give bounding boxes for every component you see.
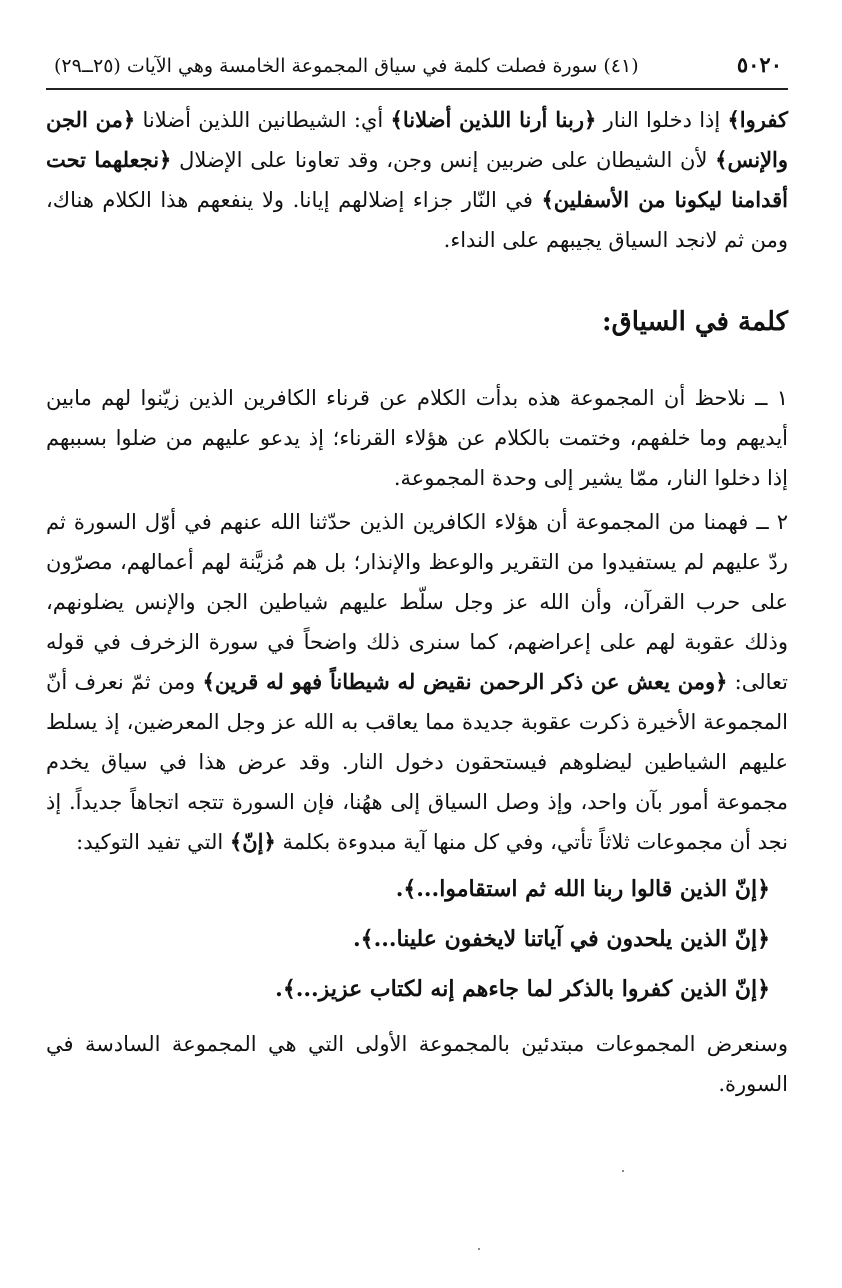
body-text: أي: الشيطانين اللذين أضلانا <box>135 108 391 132</box>
running-title: (٤١) سورة فصلت كلمة في سياق المجموعة الخامسة وهي الآيات (٢٥ــ٢٩) <box>54 55 639 77</box>
section-title: كلمة في السياق: <box>601 307 788 337</box>
quran-quote: ﴿إنّ﴾ <box>229 829 276 854</box>
closing-paragraph: وسنعرض المجموعات مبتدئين بالمجموعة الأولى التي هي المجموعة السادسة في السورة. <box>46 1032 788 1096</box>
verse-line: ﴿إنّ الذين يلحدون في آياتنا لايخفون علينا...﴾. <box>353 926 770 952</box>
body-text: التي تفيد التوكيد: <box>76 830 230 854</box>
quran-quote: ﴿ربنا أرنا اللذين أضلانا﴾ <box>390 107 597 132</box>
paragraph-2 <box>46 502 788 862</box>
body-text: في النّار جزاء إضلالهم إيانا. ولا ينفعهم هذا الكلام هناك، ومن ثم لانجد السياق يجيبهم على النداء. <box>46 188 788 252</box>
top-paragraph <box>46 100 788 260</box>
body-text: ومن ثمّ نعرف أنّ المجموعة الأخيرة ذكرت عقوبة جديدة مما يعاقب به الله عز وجل المعرضين، إذ يسلط عليهم الشياطين ليضلوهم فيستحقون دخول النار. وقد عرض هذا في سياق يخدم مجموعة أمور بآن واحد، وإذ وصل السياق إلى ههُنا، فإن السورة تتجه اتجاهاً جديداً. إذ نجد أن مجموعات ثلاثاً تأتي، وفي كل منها آية مبدوءة بكلمة <box>46 670 788 854</box>
quran-quote: ﴿ومن يعش عن ذكر الرحمن نقيض له شيطاناً فهو له قرين﴾ <box>202 669 728 694</box>
quran-quote: كفروا﴾ <box>727 107 788 132</box>
body-text: لأن الشيطان على ضربين إنس وجن، وقد تعاونا على الإضلال <box>171 148 716 172</box>
verse-line: ﴿إنّ الذين كفروا بالذكر لما جاءهم إنه لكتاب عزيز...﴾. <box>275 976 770 1002</box>
page-number: ٥٠٢٠ <box>736 52 782 77</box>
quran-quote: ﴿نجعلهما تحت أقدامنا ليكونا من الأسفلين﴾ <box>46 147 788 212</box>
paragraph-1: ١ ــ نلاحظ أن المجموعة هذه بدأت الكلام عن قرناء الكافرين الذين زيّنوا لهم مابين أيديهم وما خلفهم، وختمت بالكلام عن هؤلاء القرناء؛ إذ يدعو عليهم من ضلوا بسببهم إذا دخلوا النار، ممّا يشير إلى وحدة المجموعة. <box>46 386 788 490</box>
scan-speck <box>622 1170 624 1172</box>
page-header <box>46 52 788 90</box>
body-text: ٢ ــ فهمنا من المجموعة أن هؤلاء الكافرين الذين حدّثنا الله عنهم في أوّل السورة ثم ردّ عليهم لم يستفيدوا من التقرير والوعظ والإنذار؛ بل هم مُزيَّنة لهم أعمالهم، مصرّون على حرب القرآن، وأن الله عز وجل سلّط عليهم شياطين الجن والإنس يضلونهم، وذلك عقوبة لهم على إعراضهم، كما سنرى ذلك واضحاً في سورة الزخرف في قوله تعالى: <box>46 510 788 694</box>
scan-speck <box>478 1248 480 1250</box>
body-text: إذا دخلوا النار <box>596 108 728 132</box>
verse-line: ﴿إنّ الذين قالوا ربنا الله ثم استقاموا...﴾. <box>395 876 770 902</box>
quran-quote: ﴿من الجن والإنس﴾ <box>46 107 789 172</box>
